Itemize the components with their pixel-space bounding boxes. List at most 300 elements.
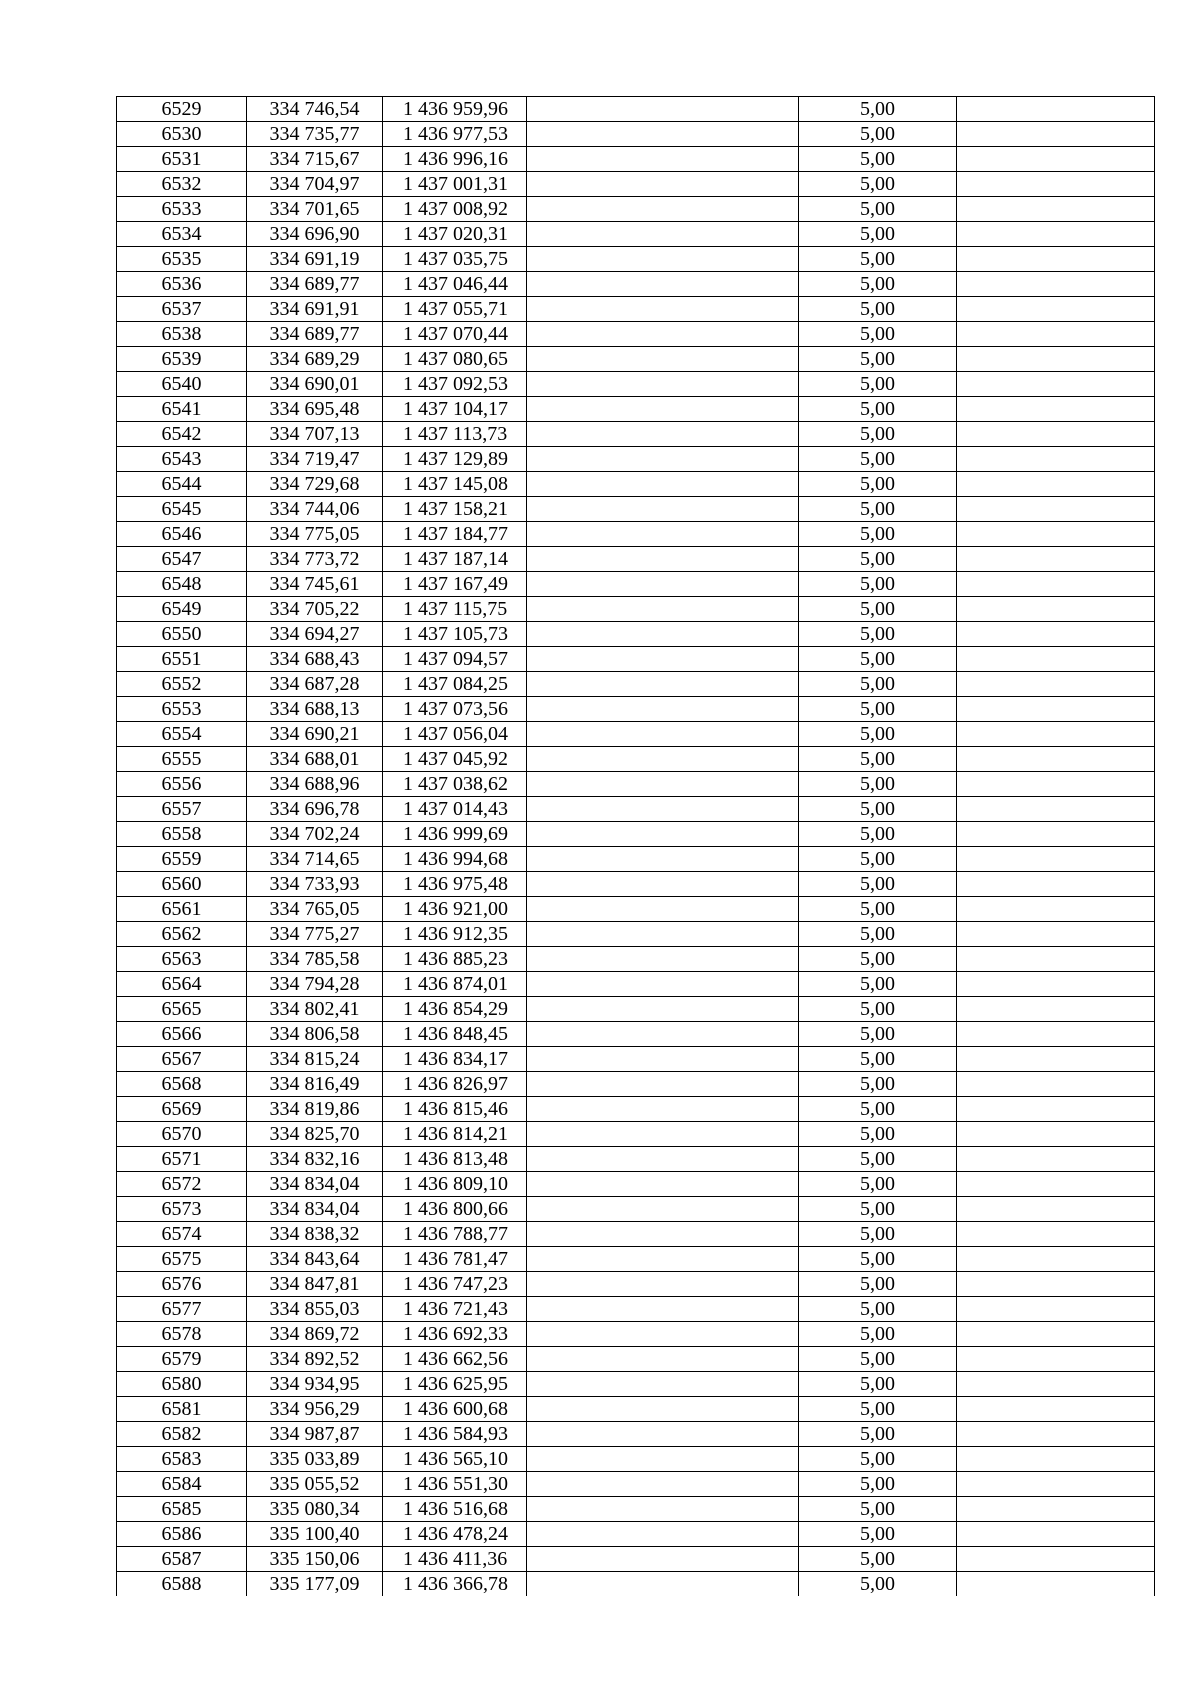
y-coordinate-cell: 1 437 001,31 [383, 172, 527, 197]
table-row [117, 722, 1155, 747]
coordinates-table [116, 96, 1155, 1596]
x-coordinate-cell: 334 705,22 [247, 597, 383, 622]
table-row [117, 122, 1155, 147]
point-number-cell: 6575 [117, 1247, 247, 1272]
empty-cell [527, 372, 799, 397]
empty-cell [527, 997, 799, 1022]
x-coordinate-cell: 334 735,77 [247, 122, 383, 147]
table-row [117, 1397, 1155, 1422]
table-row [117, 1247, 1155, 1272]
table-row [117, 222, 1155, 247]
y-coordinate-cell: 1 436 854,29 [383, 997, 527, 1022]
x-coordinate-cell: 334 691,19 [247, 247, 383, 272]
point-number-cell: 6571 [117, 1147, 247, 1172]
x-coordinate-cell: 334 775,05 [247, 522, 383, 547]
table-row [117, 1172, 1155, 1197]
x-coordinate-cell: 334 707,13 [247, 422, 383, 447]
x-coordinate-cell: 334 855,03 [247, 1297, 383, 1322]
table-row [117, 172, 1155, 197]
x-coordinate-cell: 334 688,96 [247, 772, 383, 797]
value-cell: 5,00 [799, 672, 957, 697]
value-cell: 5,00 [799, 172, 957, 197]
y-coordinate-cell: 1 436 874,01 [383, 972, 527, 997]
point-number-cell: 6566 [117, 1022, 247, 1047]
x-coordinate-cell: 334 832,16 [247, 1147, 383, 1172]
y-coordinate-cell: 1 437 014,43 [383, 797, 527, 822]
value-cell: 5,00 [799, 297, 957, 322]
x-coordinate-cell: 334 794,28 [247, 972, 383, 997]
empty-cell [957, 172, 1155, 197]
x-coordinate-cell: 334 690,01 [247, 372, 383, 397]
empty-cell [527, 772, 799, 797]
point-number-cell: 6576 [117, 1272, 247, 1297]
y-coordinate-cell: 1 437 145,08 [383, 472, 527, 497]
value-cell: 5,00 [799, 1247, 957, 1272]
empty-cell [527, 1222, 799, 1247]
empty-cell [957, 997, 1155, 1022]
empty-cell [957, 1347, 1155, 1372]
table-row [117, 97, 1155, 122]
table-row [117, 597, 1155, 622]
point-number-cell: 6574 [117, 1222, 247, 1247]
x-coordinate-cell: 334 689,29 [247, 347, 383, 372]
y-coordinate-cell: 1 437 080,65 [383, 347, 527, 372]
y-coordinate-cell: 1 437 129,89 [383, 447, 527, 472]
table-row [117, 972, 1155, 997]
empty-cell [527, 222, 799, 247]
x-coordinate-cell: 334 815,24 [247, 1047, 383, 1072]
y-coordinate-cell: 1 436 747,23 [383, 1272, 527, 1297]
y-coordinate-cell: 1 437 045,92 [383, 747, 527, 772]
empty-cell [957, 672, 1155, 697]
empty-cell [957, 1122, 1155, 1147]
point-number-cell: 6539 [117, 347, 247, 372]
empty-cell [527, 522, 799, 547]
point-number-cell: 6537 [117, 297, 247, 322]
x-coordinate-cell: 334 775,27 [247, 922, 383, 947]
empty-cell [957, 647, 1155, 672]
empty-cell [957, 747, 1155, 772]
y-coordinate-cell: 1 436 912,35 [383, 922, 527, 947]
value-cell: 5,00 [799, 1347, 957, 1372]
empty-cell [957, 422, 1155, 447]
point-number-cell: 6570 [117, 1122, 247, 1147]
empty-cell [527, 347, 799, 372]
empty-cell [957, 522, 1155, 547]
table-row [117, 1047, 1155, 1072]
empty-cell [527, 1047, 799, 1072]
empty-cell [957, 147, 1155, 172]
empty-cell [527, 1297, 799, 1322]
point-number-cell: 6536 [117, 272, 247, 297]
empty-cell [527, 122, 799, 147]
y-coordinate-cell: 1 437 115,75 [383, 597, 527, 622]
value-cell: 5,00 [799, 497, 957, 522]
value-cell: 5,00 [799, 997, 957, 1022]
point-number-cell: 6582 [117, 1422, 247, 1447]
y-coordinate-cell: 1 436 584,93 [383, 1422, 527, 1447]
table-row [117, 1072, 1155, 1097]
empty-cell [527, 972, 799, 997]
empty-cell [527, 922, 799, 947]
table-row [117, 747, 1155, 772]
empty-cell [527, 647, 799, 672]
empty-cell [957, 1422, 1155, 1447]
empty-cell [957, 1297, 1155, 1322]
empty-cell [957, 947, 1155, 972]
x-coordinate-cell: 335 150,06 [247, 1547, 383, 1572]
table-row [117, 772, 1155, 797]
x-coordinate-cell: 334 733,93 [247, 872, 383, 897]
empty-cell [527, 1347, 799, 1372]
y-coordinate-cell: 1 437 092,53 [383, 372, 527, 397]
value-cell: 5,00 [799, 922, 957, 947]
x-coordinate-cell: 334 825,70 [247, 1122, 383, 1147]
empty-cell [527, 1422, 799, 1447]
table-row [117, 522, 1155, 547]
value-cell: 5,00 [799, 522, 957, 547]
value-cell: 5,00 [799, 1147, 957, 1172]
y-coordinate-cell: 1 436 813,48 [383, 1147, 527, 1172]
empty-cell [527, 1522, 799, 1547]
table-row [117, 872, 1155, 897]
table-row [117, 922, 1155, 947]
value-cell: 5,00 [799, 322, 957, 347]
y-coordinate-cell: 1 437 035,75 [383, 247, 527, 272]
empty-cell [527, 1272, 799, 1297]
y-coordinate-cell: 1 437 055,71 [383, 297, 527, 322]
y-coordinate-cell: 1 436 516,68 [383, 1497, 527, 1522]
point-number-cell: 6560 [117, 872, 247, 897]
table-row [117, 947, 1155, 972]
empty-cell [527, 247, 799, 272]
empty-cell [527, 1097, 799, 1122]
point-number-cell: 6529 [117, 97, 247, 122]
coordinates-table-body [117, 97, 1155, 1597]
x-coordinate-cell: 334 744,06 [247, 497, 383, 522]
empty-cell [957, 372, 1155, 397]
table-row [117, 897, 1155, 922]
y-coordinate-cell: 1 436 848,45 [383, 1022, 527, 1047]
value-cell: 5,00 [799, 1272, 957, 1297]
y-coordinate-cell: 1 436 625,95 [383, 1372, 527, 1397]
empty-cell [527, 697, 799, 722]
empty-cell [957, 247, 1155, 272]
y-coordinate-cell: 1 436 600,68 [383, 1397, 527, 1422]
empty-cell [957, 1322, 1155, 1347]
empty-cell [527, 1572, 799, 1597]
point-number-cell: 6579 [117, 1347, 247, 1372]
empty-cell [957, 1047, 1155, 1072]
value-cell: 5,00 [799, 697, 957, 722]
value-cell: 5,00 [799, 972, 957, 997]
point-number-cell: 6572 [117, 1172, 247, 1197]
y-coordinate-cell: 1 437 046,44 [383, 272, 527, 297]
empty-cell [957, 1522, 1155, 1547]
table-row [117, 997, 1155, 1022]
x-coordinate-cell: 334 806,58 [247, 1022, 383, 1047]
x-coordinate-cell: 334 746,54 [247, 97, 383, 122]
x-coordinate-cell: 334 696,90 [247, 222, 383, 247]
value-cell: 5,00 [799, 1547, 957, 1572]
empty-cell [957, 1572, 1155, 1597]
value-cell: 5,00 [799, 872, 957, 897]
y-coordinate-cell: 1 436 662,56 [383, 1347, 527, 1372]
empty-cell [527, 672, 799, 697]
value-cell: 5,00 [799, 822, 957, 847]
table-row [117, 1147, 1155, 1172]
empty-cell [527, 197, 799, 222]
y-coordinate-cell: 1 437 008,92 [383, 197, 527, 222]
empty-cell [957, 297, 1155, 322]
empty-cell [957, 847, 1155, 872]
point-number-cell: 6544 [117, 472, 247, 497]
empty-cell [527, 172, 799, 197]
x-coordinate-cell: 334 773,72 [247, 547, 383, 572]
value-cell: 5,00 [799, 1197, 957, 1222]
table-row [117, 197, 1155, 222]
x-coordinate-cell: 334 729,68 [247, 472, 383, 497]
value-cell: 5,00 [799, 1572, 957, 1597]
table-row [117, 1022, 1155, 1047]
x-coordinate-cell: 334 696,78 [247, 797, 383, 822]
point-number-cell: 6553 [117, 697, 247, 722]
value-cell: 5,00 [799, 622, 957, 647]
table-row [117, 1297, 1155, 1322]
y-coordinate-cell: 1 436 826,97 [383, 1072, 527, 1097]
point-number-cell: 6569 [117, 1097, 247, 1122]
table-row [117, 1522, 1155, 1547]
y-coordinate-cell: 1 436 996,16 [383, 147, 527, 172]
point-number-cell: 6564 [117, 972, 247, 997]
empty-cell [527, 1022, 799, 1047]
empty-cell [957, 272, 1155, 297]
point-number-cell: 6558 [117, 822, 247, 847]
x-coordinate-cell: 334 834,04 [247, 1197, 383, 1222]
y-coordinate-cell: 1 437 113,73 [383, 422, 527, 447]
empty-cell [957, 1272, 1155, 1297]
empty-cell [527, 1497, 799, 1522]
point-number-cell: 6542 [117, 422, 247, 447]
y-coordinate-cell: 1 437 020,31 [383, 222, 527, 247]
empty-cell [957, 1547, 1155, 1572]
value-cell: 5,00 [799, 347, 957, 372]
empty-cell [527, 722, 799, 747]
x-coordinate-cell: 334 701,65 [247, 197, 383, 222]
value-cell: 5,00 [799, 572, 957, 597]
table-row [117, 797, 1155, 822]
y-coordinate-cell: 1 437 158,21 [383, 497, 527, 522]
table-row [117, 1572, 1155, 1597]
value-cell: 5,00 [799, 1322, 957, 1347]
empty-cell [957, 322, 1155, 347]
value-cell: 5,00 [799, 1022, 957, 1047]
empty-cell [957, 547, 1155, 572]
y-coordinate-cell: 1 436 721,43 [383, 1297, 527, 1322]
empty-cell [527, 97, 799, 122]
table-row [117, 1422, 1155, 1447]
empty-cell [527, 422, 799, 447]
table-row [117, 472, 1155, 497]
empty-cell [957, 597, 1155, 622]
empty-cell [957, 1247, 1155, 1272]
value-cell: 5,00 [799, 772, 957, 797]
x-coordinate-cell: 335 100,40 [247, 1522, 383, 1547]
x-coordinate-cell: 334 704,97 [247, 172, 383, 197]
empty-cell [957, 1072, 1155, 1097]
point-number-cell: 6532 [117, 172, 247, 197]
y-coordinate-cell: 1 436 921,00 [383, 897, 527, 922]
value-cell: 5,00 [799, 97, 957, 122]
y-coordinate-cell: 1 437 084,25 [383, 672, 527, 697]
empty-cell [527, 547, 799, 572]
x-coordinate-cell: 334 687,28 [247, 672, 383, 697]
value-cell: 5,00 [799, 597, 957, 622]
empty-cell [957, 1172, 1155, 1197]
x-coordinate-cell: 334 816,49 [247, 1072, 383, 1097]
table-row [117, 347, 1155, 372]
point-number-cell: 6563 [117, 947, 247, 972]
table-row [117, 497, 1155, 522]
x-coordinate-cell: 334 956,29 [247, 1397, 383, 1422]
empty-cell [957, 1447, 1155, 1472]
y-coordinate-cell: 1 436 977,53 [383, 122, 527, 147]
point-number-cell: 6583 [117, 1447, 247, 1472]
point-number-cell: 6578 [117, 1322, 247, 1347]
empty-cell [957, 1022, 1155, 1047]
value-cell: 5,00 [799, 947, 957, 972]
value-cell: 5,00 [799, 422, 957, 447]
table-row [117, 822, 1155, 847]
empty-cell [957, 397, 1155, 422]
empty-cell [527, 447, 799, 472]
x-coordinate-cell: 334 702,24 [247, 822, 383, 847]
x-coordinate-cell: 335 177,09 [247, 1572, 383, 1597]
x-coordinate-cell: 334 688,43 [247, 647, 383, 672]
empty-cell [527, 322, 799, 347]
empty-cell [957, 472, 1155, 497]
value-cell: 5,00 [799, 447, 957, 472]
y-coordinate-cell: 1 436 885,23 [383, 947, 527, 972]
point-number-cell: 6547 [117, 547, 247, 572]
point-number-cell: 6568 [117, 1072, 247, 1097]
value-cell: 5,00 [799, 1097, 957, 1122]
x-coordinate-cell: 334 892,52 [247, 1347, 383, 1372]
x-coordinate-cell: 334 819,86 [247, 1097, 383, 1122]
table-row [117, 147, 1155, 172]
empty-cell [527, 1172, 799, 1197]
empty-cell [957, 447, 1155, 472]
y-coordinate-cell: 1 436 994,68 [383, 847, 527, 872]
table-row [117, 572, 1155, 597]
point-number-cell: 6540 [117, 372, 247, 397]
x-coordinate-cell: 334 834,04 [247, 1172, 383, 1197]
table-row [117, 1322, 1155, 1347]
x-coordinate-cell: 334 715,67 [247, 147, 383, 172]
value-cell: 5,00 [799, 647, 957, 672]
value-cell: 5,00 [799, 472, 957, 497]
point-number-cell: 6584 [117, 1472, 247, 1497]
point-number-cell: 6554 [117, 722, 247, 747]
empty-cell [957, 97, 1155, 122]
point-number-cell: 6559 [117, 847, 247, 872]
x-coordinate-cell: 334 987,87 [247, 1422, 383, 1447]
value-cell: 5,00 [799, 372, 957, 397]
empty-cell [957, 1147, 1155, 1172]
empty-cell [957, 697, 1155, 722]
value-cell: 5,00 [799, 1172, 957, 1197]
x-coordinate-cell: 334 689,77 [247, 272, 383, 297]
value-cell: 5,00 [799, 1497, 957, 1522]
empty-cell [957, 497, 1155, 522]
point-number-cell: 6588 [117, 1572, 247, 1597]
empty-cell [527, 297, 799, 322]
table-row [117, 1272, 1155, 1297]
empty-cell [957, 347, 1155, 372]
empty-cell [527, 497, 799, 522]
empty-cell [957, 897, 1155, 922]
y-coordinate-cell: 1 436 834,17 [383, 1047, 527, 1072]
y-coordinate-cell: 1 436 975,48 [383, 872, 527, 897]
point-number-cell: 6552 [117, 672, 247, 697]
y-coordinate-cell: 1 437 070,44 [383, 322, 527, 347]
empty-cell [957, 1197, 1155, 1222]
point-number-cell: 6545 [117, 497, 247, 522]
point-number-cell: 6551 [117, 647, 247, 672]
value-cell: 5,00 [799, 897, 957, 922]
point-number-cell: 6581 [117, 1397, 247, 1422]
table-row [117, 672, 1155, 697]
y-coordinate-cell: 1 437 094,57 [383, 647, 527, 672]
value-cell: 5,00 [799, 1222, 957, 1247]
empty-cell [957, 1497, 1155, 1522]
y-coordinate-cell: 1 437 056,04 [383, 722, 527, 747]
point-number-cell: 6567 [117, 1047, 247, 1072]
x-coordinate-cell: 335 033,89 [247, 1447, 383, 1472]
point-number-cell: 6530 [117, 122, 247, 147]
empty-cell [527, 1447, 799, 1472]
empty-cell [527, 797, 799, 822]
empty-cell [527, 1547, 799, 1572]
point-number-cell: 6548 [117, 572, 247, 597]
y-coordinate-cell: 1 437 073,56 [383, 697, 527, 722]
value-cell: 5,00 [799, 122, 957, 147]
point-number-cell: 6585 [117, 1497, 247, 1522]
x-coordinate-cell: 334 785,58 [247, 947, 383, 972]
value-cell: 5,00 [799, 747, 957, 772]
x-coordinate-cell: 334 689,77 [247, 322, 383, 347]
x-coordinate-cell: 334 847,81 [247, 1272, 383, 1297]
empty-cell [527, 622, 799, 647]
empty-cell [527, 1372, 799, 1397]
y-coordinate-cell: 1 436 809,10 [383, 1172, 527, 1197]
y-coordinate-cell: 1 436 565,10 [383, 1447, 527, 1472]
value-cell: 5,00 [799, 397, 957, 422]
point-number-cell: 6580 [117, 1372, 247, 1397]
empty-cell [957, 822, 1155, 847]
empty-cell [527, 1072, 799, 1097]
table-row [117, 1497, 1155, 1522]
empty-cell [527, 1397, 799, 1422]
y-coordinate-cell: 1 437 038,62 [383, 772, 527, 797]
point-number-cell: 6535 [117, 247, 247, 272]
value-cell: 5,00 [799, 197, 957, 222]
value-cell: 5,00 [799, 1122, 957, 1147]
value-cell: 5,00 [799, 272, 957, 297]
empty-cell [957, 222, 1155, 247]
value-cell: 5,00 [799, 1522, 957, 1547]
empty-cell [527, 1197, 799, 1222]
